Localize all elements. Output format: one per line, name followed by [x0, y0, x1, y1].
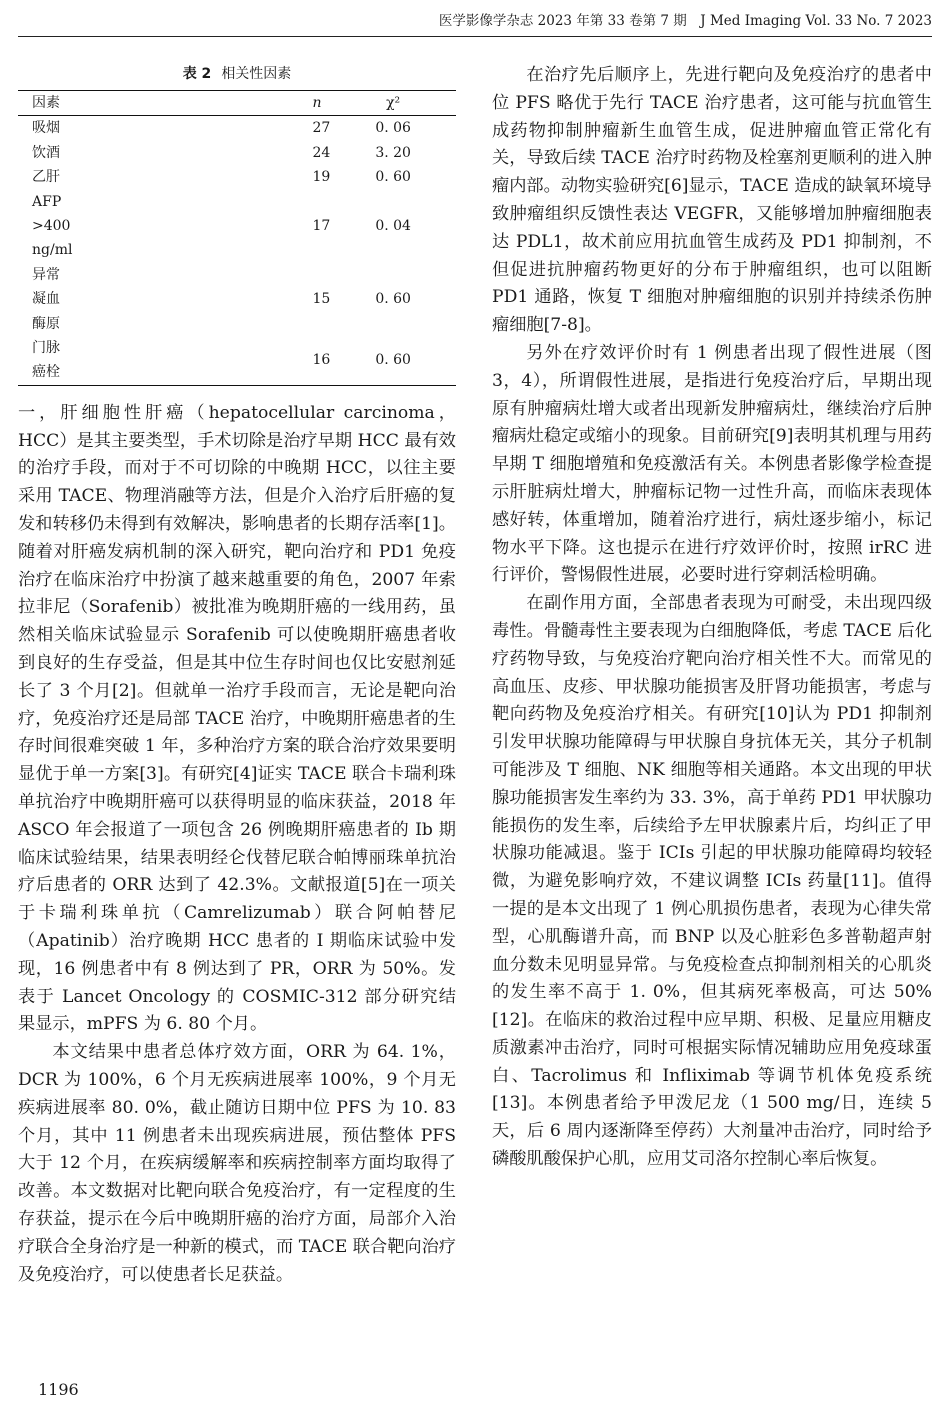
- table-row: [18, 141, 456, 165]
- factor-cell: 异常凝血酶原: [32, 266, 60, 332]
- table-row: [18, 263, 456, 336]
- table-label: 表 2: [182, 66, 212, 82]
- chi-square-cell: 3. 20: [375, 144, 411, 161]
- table-row: [18, 165, 456, 189]
- n-cell: 17: [312, 218, 331, 235]
- n-cell: 15: [312, 291, 331, 308]
- body-paragraph: 在副作用方面，全部患者表现为可耐受，未出现四级毒性。骨髓毒性主要表现为白细胞降低，考虑 TACE 后化疗药物导致，与免疫治疗靶向治疗相关性不大。而常见的高血压、皮疹、甲状腺功能损害及肝肾功能损害，考虑与靶向药物及免疫治疗相关。有研究[10]认为 PD1 抑制剂引发甲状腺功能障碍与甲状腺自身抗体无关，其分子机制可能涉及 T 细胞、NK 细胞等相关通路。本文出现的甲状腺功能损害发生率约为 33. 3%，高于单药 PD1 甲状腺功能损伤的发生率，后续给予左甲状腺素片后，均纠正了甲状腺功能减退。鉴于 ICIs 引起的甲状腺功能障碍均较轻微，为避免影响疗效，不建议调整 ICIs 药量[11]。值得一提的是本文出现了 1 例心肌损伤患者，表现为心律失常型，心肌酶谱升高，而 BNP 以及心脏彩色多普勒超声射血分数未见明显异常。与免疫检查点抑制剂相关的心肌炎的发生率不高于 1. 0%，但其病死率极高，可达 50%[12]。在临床的救治过程中应早期、积极、足量应用糖皮质激素冲击治疗，同时可根据实际情况辅助应用免疫球蛋白、Tacrolimus 和 Infliximab 等调节机体免疫系统[13]。本例患者给予甲泼尼龙（1 500 mg/日，连续 5 天，后 6 周内逐渐降至停药）大剂量冲击治疗，同时给予磷酸肌酸保护心肌，应用艾司洛尔控制心率后恢复。: [492, 593, 932, 1170]
- body-paragraph: 另外在疗效评价时有 1 例患者出现了假性进展（图 3，4），所谓假性进展，是指进行免疫治疗后，早期出现原有肿瘤病灶增大或者出现新发肿瘤病灶，继续治疗后肿瘤病灶稳定或缩小的现象。目前研究[9]表明其机理与用药早期 T 细胞增殖和免疫激活有关。本例患者影像学检查提示肝脏病灶增大，肿瘤标记物一过性升高，而临床表现体感好转，体重增加，随着治疗进行，病灶逐步缩小，标记物水平下降。这也提示在进行疗效评价时，按照 irRC 进行评价，警惕假性进展，必要时进行穿刺活检明确。: [492, 342, 932, 586]
- n-cell: 27: [312, 120, 331, 137]
- body-paragraph: 在治疗先后顺序上，先进行靶向及免疫治疗的患者中位 PFS 略优于先行 TACE 治疗患者，这可能与抗血管生成药物抑制肿瘤新生血管生成，促进肿瘤血管正常化有关，导致后续 TACE 治疗时药物及栓塞剂更顺利的进入肿瘤内部。动物实验研究[6]显示，TACE 造成的缺氧环境导致肿瘤组织反馈性表达 VEGFR，又能够增加肿瘤细胞表达 PDL1，故术前应用抗血管生成药及 PD1 抑制剂，不但促进抗肿瘤药物更好的分布于肿瘤组织，也可以阻断 PD1 通路，恢复 T 细胞对肿瘤细胞的识别并持续杀伤肿瘤细胞[7-8]。: [492, 65, 932, 336]
- header-factor: 因素: [32, 95, 60, 111]
- factor-cell: 乙肝: [32, 169, 60, 186]
- correlation-factors-table: [18, 90, 456, 386]
- right-column: [492, 62, 932, 1174]
- running-header: [18, 10, 932, 37]
- table-title: 相关性因素: [221, 66, 292, 82]
- table-row: [18, 190, 456, 263]
- table-row: [18, 336, 456, 385]
- page-number: 1196: [38, 1380, 79, 1399]
- n-cell: 19: [312, 169, 331, 186]
- chi-square-cell: 0. 60: [375, 352, 411, 369]
- chi-square-cell: 0. 60: [375, 291, 411, 308]
- body-paragraph: 一，肝细胞性肝癌（hepatocellular carcinoma，HCC）是其主要类型，手术切除是治疗早期 HCC 最有效的治疗手段，而对于不可切除的中晚期 HCC，以往主要采用 TACE、物理消融等方法，但是介入治疗后肝癌的复发和转移仍未得到有效解决，影响患者的长期存活率[1]。随着对肝癌发病机制的深入研究，靶向治疗和 PD1 免疫治疗在临床治疗中扮演了越来越重要的角色，2007 年索拉非尼（Sorafenib）被批准为晚期肝癌的一线用药，虽然相关临床试验显示 Sorafenib 可以使晚期肝癌患者收到良好的生存受益，但是其中位生存时间也仅比安慰剂延长了 3 个月[2]。但就单一治疗手段而言，无论是靶向治疗，免疫治疗还是局部 TACE 治疗，中晚期肝癌患者的生存时间很难突破 1 年，多种治疗方案的联合治疗效果要明显优于单一方案[3]。有研究[4]证实 TACE 联合卡瑞利珠单抗治疗中晚期肝癌可以获得明显的临床获益，2018 年 ASCO 年会报道了一项包含 26 例晚期肝癌患者的 Ib 期临床试验结果，结果表明经仑伐替尼联合帕博丽珠单抗治疗后患者的 ORR 达到了 42.3%。文献报道[5]在一项关于卡瑞利珠单抗（Camrelizumab）联合阿帕替尼（Apatinib）治疗晚期 HCC 患者的 I 期临床试验中发现，16 例患者中有 8 例达到了 PR，ORR 为 50%。发表于 Lancet Oncology 的 COSMIC-312 部分研究结果显示，mPFS 为 6. 80 个月。: [18, 402, 456, 1035]
- table-row: [18, 116, 456, 141]
- body-paragraph: 本文结果中患者总体疗效方面，ORR 为 64. 1%，DCR 为 100%，6 个月无疾病进展率 100%，9 个月无疾病进展率 80. 0%，截止随访日期中位 PFS 为 10. 83 个月，其中 11 例患者未出现疾病进展，预估整体 PFS 大于 12 个月，在疾病缓解率和疾病控制率方面均取得了改善。本文数据对比靶向联合免疫治疗，有一定程度的生存获益，提示在今后中晚期肝癌的治疗方面，局部介入治疗联合全身治疗是一种新的模式，而 TACE 联合靶向治疗及免疫治疗，可以使患者长足获益。: [18, 1042, 456, 1285]
- chi-square-cell: 0. 60: [375, 169, 411, 186]
- factor-cell: 门脉癌栓: [32, 340, 60, 381]
- chi-square-cell: 0. 04: [375, 218, 411, 235]
- journal-running-title: 医学影像学杂志 2023 年第 33 卷第 7 期 J Med Imaging Vol. 33 No. 7 2023: [438, 13, 932, 29]
- left-column: [18, 62, 456, 1289]
- n-cell: 24: [312, 144, 331, 161]
- n-cell: 16: [312, 352, 331, 369]
- chi-square-cell: 0. 06: [375, 120, 411, 137]
- factor-cell: 饮酒: [32, 144, 60, 161]
- factor-cell: 吸烟: [32, 120, 60, 137]
- factor-cell: AFP >400 ng/ml: [32, 193, 73, 259]
- table-caption: [18, 62, 456, 86]
- header-chi-square: χ²: [386, 95, 401, 111]
- header-n: n: [312, 95, 322, 111]
- table-header-row: [18, 91, 456, 116]
